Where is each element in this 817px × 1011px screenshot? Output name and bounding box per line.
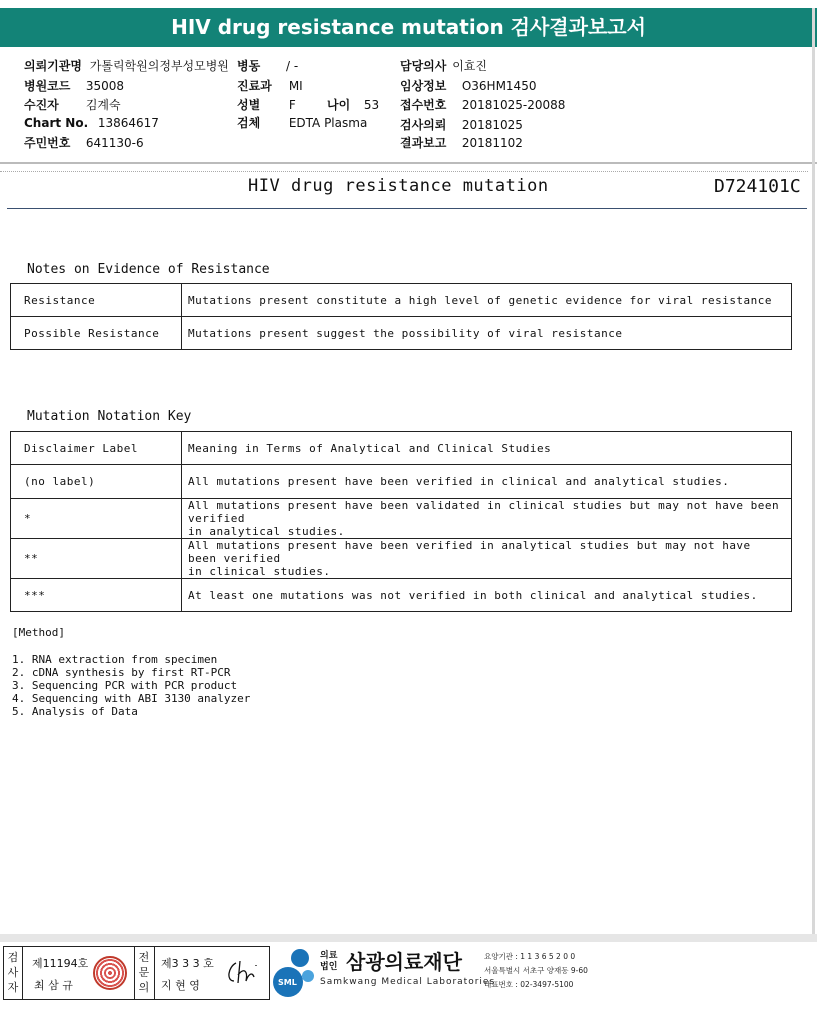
resident-no-label: 주민번호 bbox=[24, 136, 71, 150]
chart-no-field bbox=[24, 116, 159, 130]
method-section bbox=[12, 626, 250, 718]
resident-no-field bbox=[24, 134, 144, 151]
signature-box-divider bbox=[22, 947, 23, 999]
evidence-term: Resistance bbox=[11, 284, 182, 317]
evidence-table bbox=[10, 283, 792, 350]
request-date-field bbox=[400, 116, 523, 133]
method-step: 1. RNA extraction from specimen bbox=[12, 653, 218, 666]
hospital-code-field bbox=[24, 77, 124, 94]
specialist-license: 제3 3 3 호 bbox=[161, 957, 214, 970]
department-value: MI bbox=[288, 79, 303, 93]
notation-meaning-line-1: All mutations present have been validated in clinical studies but may not have been verified bbox=[188, 499, 780, 525]
doctor-field bbox=[400, 57, 487, 74]
age-field bbox=[327, 96, 379, 113]
notation-label: *** bbox=[11, 579, 182, 612]
specialist-name: 지 현 영 bbox=[161, 979, 200, 992]
report-date-value: 20181102 bbox=[461, 136, 523, 150]
table-row bbox=[11, 317, 792, 350]
doctor-label: 담당의사 bbox=[400, 59, 447, 73]
lab-type-text: 의료법인 bbox=[320, 951, 338, 972]
notation-meaning: All mutations present have been verified in clinical and analytical studies. bbox=[182, 465, 792, 499]
notation-meaning-line-2: in clinical studies. bbox=[188, 565, 331, 578]
signature-box bbox=[3, 946, 270, 1000]
sex-field bbox=[237, 96, 296, 113]
ward-label: 병동 bbox=[237, 59, 261, 73]
lab-address: 서울특별시 서초구 양재동 9-60 bbox=[484, 966, 588, 975]
lab-institution-no: 요양기관 : 1 1 3 6 5 2 0 0 bbox=[484, 952, 576, 961]
report-header-title: HIV drug resistance mutation 검사결과보고서 bbox=[0, 8, 817, 47]
evidence-meaning: Mutations present constitute a high level of genetic evidence for viral resistance bbox=[182, 284, 792, 317]
ward-value: / - bbox=[286, 59, 299, 73]
table-row bbox=[11, 284, 792, 317]
examinee-label: 수진자 bbox=[24, 98, 59, 112]
lab-phone: 대표번호 : 02-3497-5100 bbox=[484, 980, 574, 989]
notation-meaning-line-2: in analytical studies. bbox=[188, 525, 345, 538]
patient-info-block bbox=[0, 56, 817, 162]
clinical-info-label: 임상정보 bbox=[400, 79, 447, 93]
receipt-no-value: 20181025-20088 bbox=[461, 98, 566, 112]
examiner-name: 최 삼 규 bbox=[34, 979, 73, 992]
table-row bbox=[11, 499, 792, 539]
institution-value: 가톨릭학원의정부성모병원 bbox=[89, 59, 229, 73]
notation-meaning-line-1: All mutations present have been verified in analytical studies but may not have been verified bbox=[188, 539, 751, 565]
notation-table bbox=[10, 431, 792, 612]
lab-type bbox=[320, 951, 340, 973]
examiner-role-text: 검사자 bbox=[7, 951, 19, 994]
notation-section-title: Mutation Notation Key bbox=[27, 409, 192, 424]
age-label: 나이 bbox=[327, 98, 351, 112]
specialist-role bbox=[135, 947, 153, 999]
notation-label: ** bbox=[11, 539, 182, 579]
chart-no-value: 13864617 bbox=[97, 116, 159, 130]
report-date-field bbox=[400, 134, 523, 151]
examinee-value: 김계숙 bbox=[85, 98, 121, 112]
method-title: [Method] bbox=[12, 626, 65, 639]
examiner-license: 제11194호 bbox=[32, 957, 89, 970]
signature-box-divider bbox=[154, 947, 155, 999]
clinical-info-field bbox=[400, 77, 536, 94]
notation-header-meaning: Meaning in Terms of Analytical and Clinical Studies bbox=[182, 432, 792, 465]
official-seal-icon bbox=[93, 956, 127, 990]
department-field bbox=[237, 77, 303, 94]
chart-no-label: Chart No. bbox=[24, 116, 89, 130]
sex-value: F bbox=[288, 98, 296, 112]
evidence-section-title: Notes on Evidence of Resistance bbox=[27, 262, 270, 277]
notation-label: (no label) bbox=[11, 465, 182, 499]
hospital-code-value: 35008 bbox=[85, 79, 125, 93]
signature-icon bbox=[222, 957, 262, 989]
lab-english-name: Samkwang Medical Laboratories bbox=[320, 977, 496, 987]
method-step: 2. cDNA synthesis by first RT-PCR bbox=[12, 666, 231, 679]
table-header-row bbox=[11, 432, 792, 465]
evidence-term: Possible Resistance bbox=[11, 317, 182, 350]
receipt-no-label: 접수번호 bbox=[400, 98, 447, 112]
report-title: HIV drug resistance mutation bbox=[248, 176, 549, 196]
sml-logo-icon bbox=[272, 946, 318, 1002]
doctor-value: 이효진 bbox=[452, 59, 487, 73]
notation-meaning bbox=[182, 539, 792, 579]
department-label: 진료과 bbox=[237, 79, 272, 93]
notation-meaning: At least one mutations was not verified in both clinical and analytical studies. bbox=[182, 579, 792, 612]
clinical-info-value: O36HM1450 bbox=[461, 79, 537, 93]
examinee-field bbox=[24, 96, 121, 113]
table-row bbox=[11, 465, 792, 499]
evidence-meaning: Mutations present suggest the possibility of viral resistance bbox=[182, 317, 792, 350]
notation-header-label: Disclaimer Label bbox=[11, 432, 182, 465]
receipt-no-field bbox=[400, 96, 565, 113]
sex-label: 성별 bbox=[237, 98, 261, 112]
hospital-code-label: 병원코드 bbox=[24, 79, 71, 93]
specialist-role-text: 전문의 bbox=[138, 951, 150, 994]
specimen-value: EDTA Plasma bbox=[288, 116, 368, 130]
institution-field bbox=[24, 57, 229, 74]
notation-label: * bbox=[11, 499, 182, 539]
request-date-value: 20181025 bbox=[461, 118, 523, 132]
specimen-field bbox=[237, 114, 367, 131]
header-divider bbox=[0, 162, 817, 164]
method-step: 4. Sequencing with ABI 3130 analyzer bbox=[12, 692, 251, 705]
footer-divider bbox=[0, 934, 817, 942]
report-date-label: 결과보고 bbox=[400, 136, 447, 150]
method-step: 5. Analysis of Data bbox=[12, 705, 138, 718]
institution-label: 의뢰기관명 bbox=[24, 59, 82, 73]
ward-field bbox=[237, 57, 298, 74]
request-date-label: 검사의뢰 bbox=[400, 118, 447, 132]
notation-meaning bbox=[182, 499, 792, 539]
sml-logo-text: SML bbox=[278, 978, 297, 987]
table-row bbox=[11, 539, 792, 579]
resident-no-value: 641130-6 bbox=[85, 136, 144, 150]
page-right-border bbox=[812, 8, 815, 934]
table-row bbox=[11, 579, 792, 612]
report-code: D724101C bbox=[714, 176, 801, 197]
dotted-divider bbox=[0, 171, 808, 172]
age-value: 53 bbox=[363, 98, 380, 112]
examiner-role bbox=[4, 947, 22, 999]
report-title-underline bbox=[7, 208, 807, 209]
method-step: 3. Sequencing PCR with PCR product bbox=[12, 679, 238, 692]
lab-name: 삼광의료재단 bbox=[346, 950, 462, 974]
specimen-label: 검체 bbox=[237, 116, 261, 130]
